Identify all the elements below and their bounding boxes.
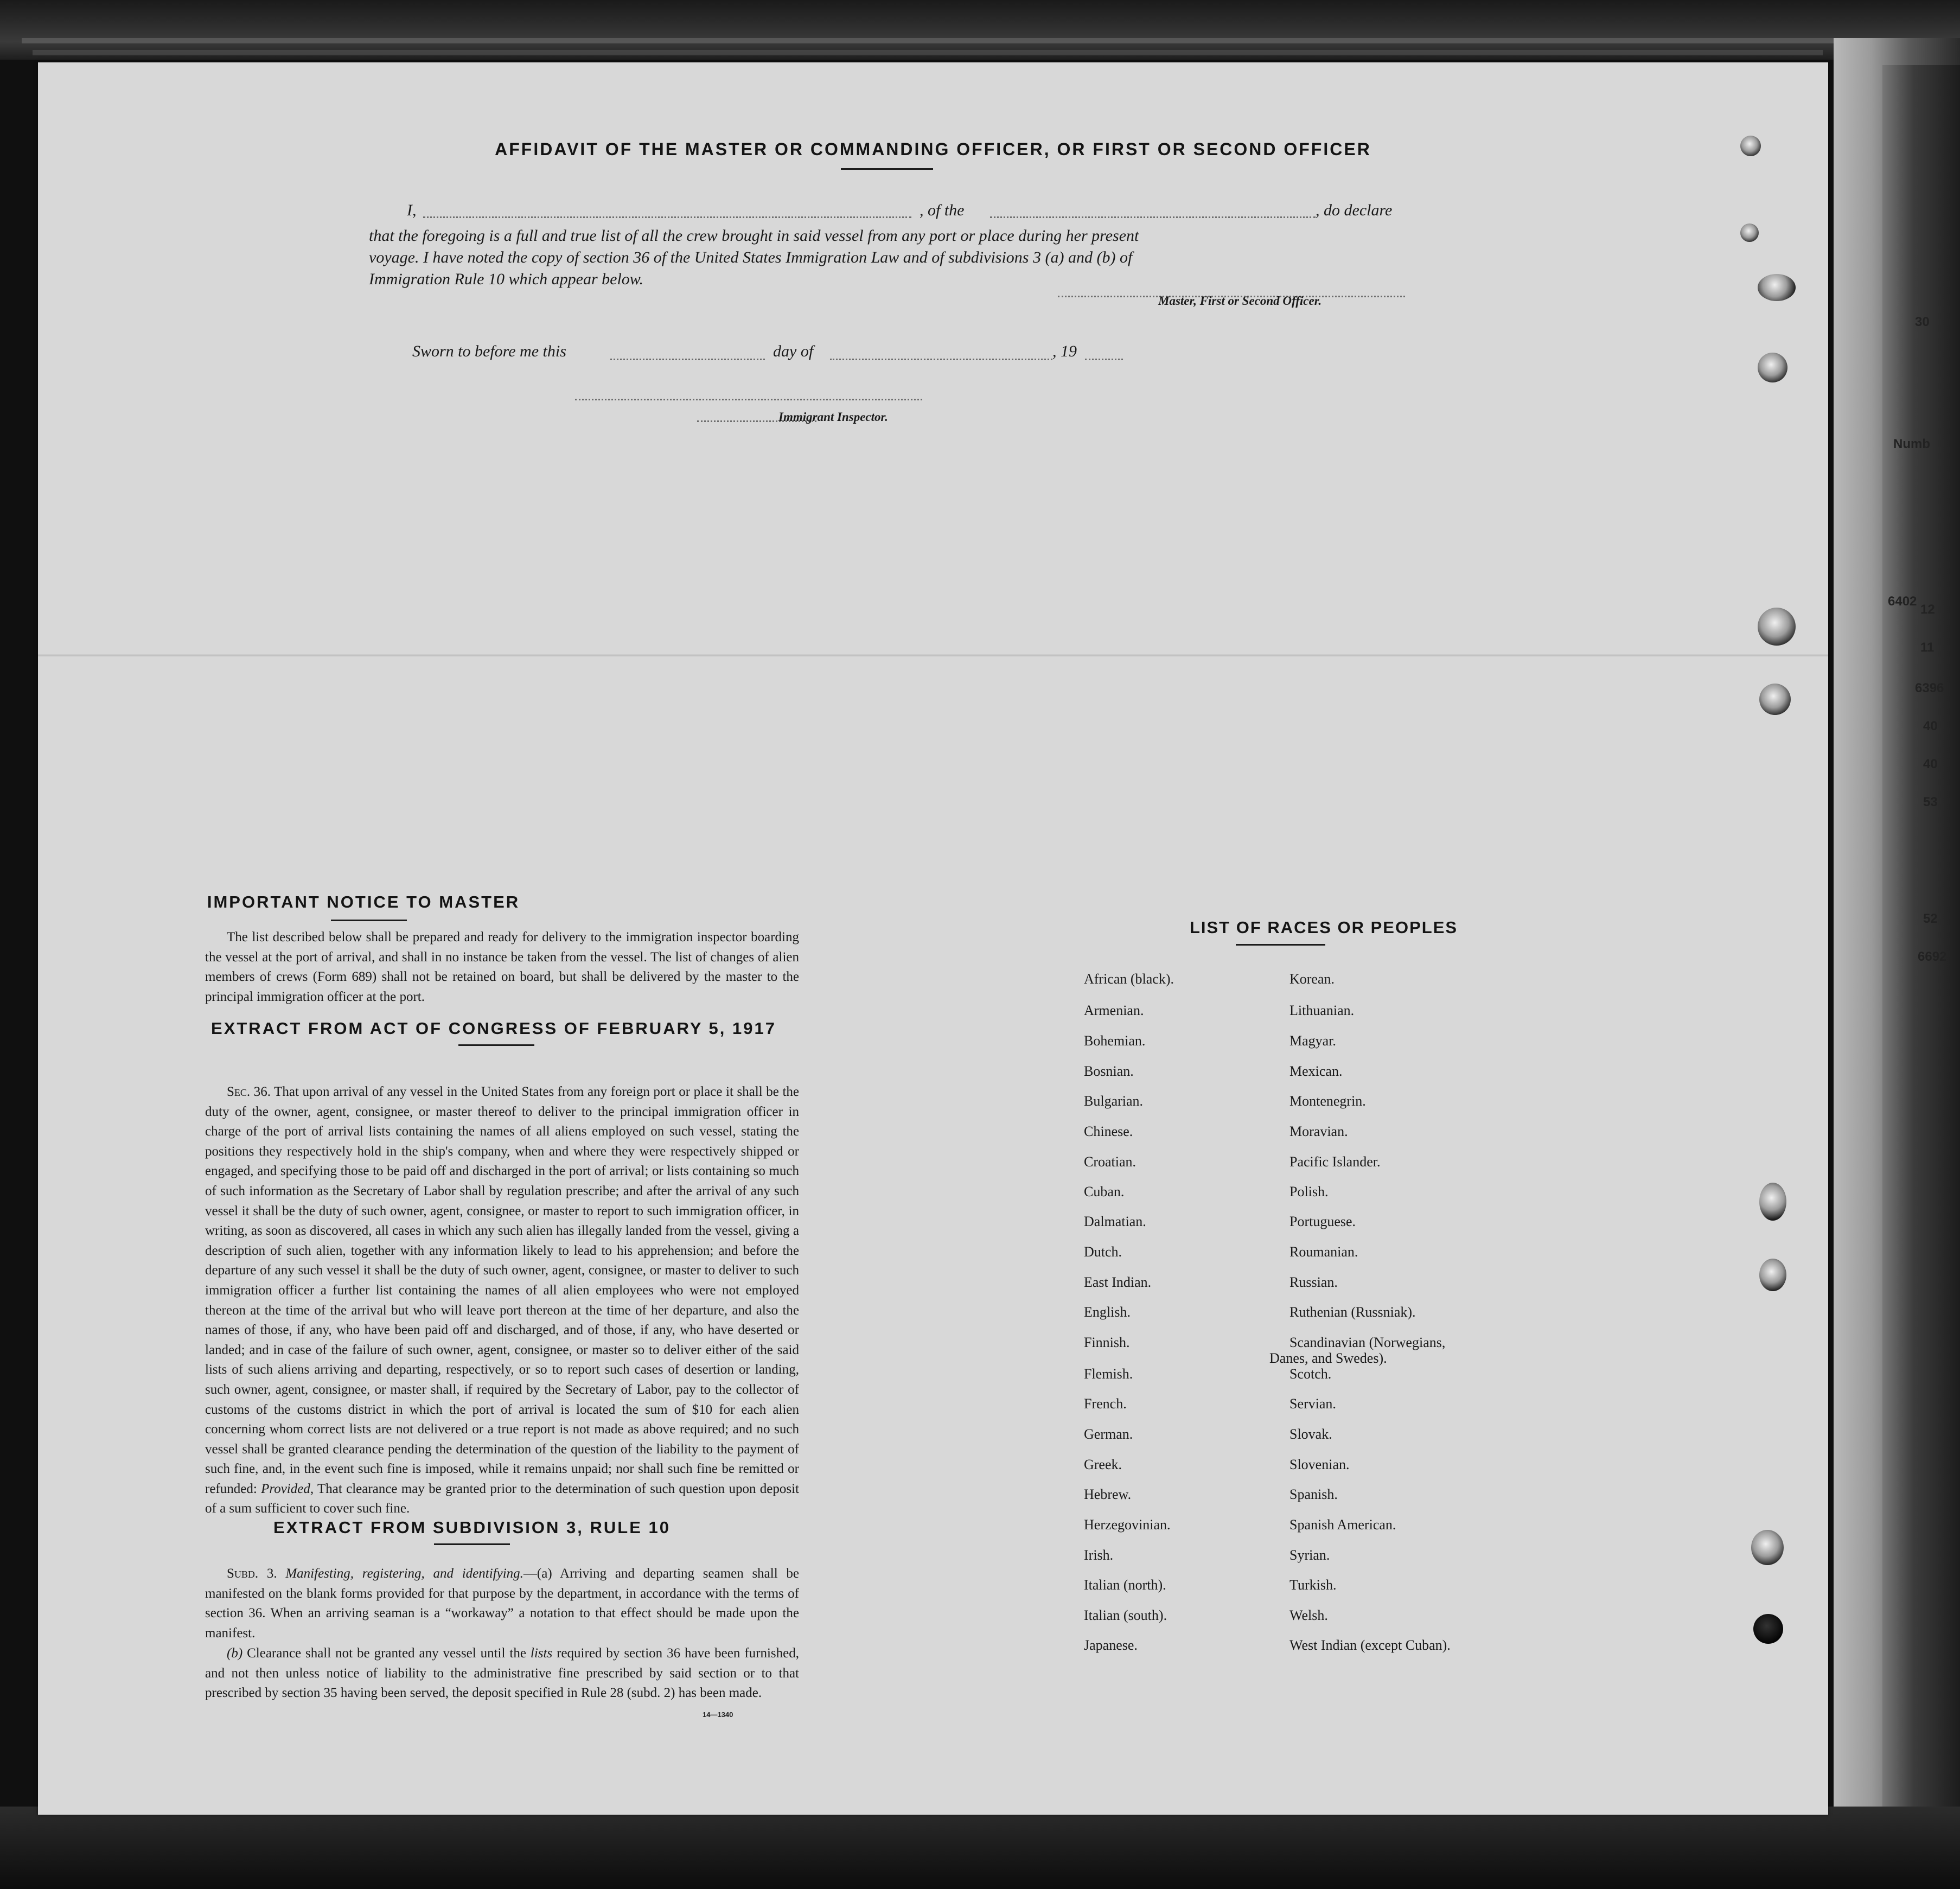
side-number: 52: [1923, 911, 1938, 926]
affidavit-title: AFFIDAVIT OF THE MASTER OR COMMANDING OFFICER, OR FIRST OR SECOND OFFICER: [495, 139, 1371, 159]
signature-label: Master, First or Second Officer.: [1158, 294, 1322, 308]
affidavit-of-the: , of the: [920, 201, 965, 219]
binder-hole: [1758, 608, 1796, 646]
side-number: Numb: [1893, 437, 1930, 451]
affidavit-line: that the foregoing is a full and true list of all the crew brought in said vessel from any port or place during her present: [369, 227, 1139, 245]
inspector-label: Immigrant Inspector.: [778, 410, 888, 424]
race-item: Mexican.: [1289, 1063, 1343, 1079]
race-item: Flemish.: [1084, 1366, 1133, 1382]
rule-subd-label: Subd. 3.: [227, 1566, 277, 1581]
race-item: Scotch.: [1289, 1366, 1332, 1382]
binder-hole: [1758, 353, 1787, 382]
race-item: Slovenian.: [1289, 1457, 1350, 1472]
race-item: Servian.: [1289, 1396, 1336, 1412]
rule-b-text-1: Clearance shall not be granted any vessel until the: [247, 1646, 526, 1661]
sworn-year-field[interactable]: [1085, 359, 1123, 360]
binder-hole: [1759, 1183, 1786, 1221]
binder-hole: [1751, 1530, 1784, 1565]
race-item: German.: [1084, 1426, 1133, 1442]
race-item: English.: [1084, 1304, 1131, 1320]
race-item: Turkish.: [1289, 1577, 1337, 1593]
side-number: 6692: [1918, 949, 1947, 964]
side-number: 12: [1920, 602, 1935, 617]
races-title: LIST OF RACES OR PEOPLES: [1189, 918, 1458, 937]
race-item: Armenian.: [1084, 1003, 1144, 1018]
race-item: Bohemian.: [1084, 1033, 1146, 1049]
rule-a-label: —(a): [523, 1566, 552, 1581]
side-number: 11: [1920, 640, 1935, 655]
race-item: Pacific Islander.: [1289, 1154, 1381, 1170]
race-item: Portuguese.: [1289, 1214, 1356, 1229]
binder-hole: [1758, 274, 1796, 301]
race-item: Polish.: [1289, 1184, 1329, 1199]
page-edge-strip: [33, 50, 1823, 55]
inspector-signature-field[interactable]: [575, 399, 922, 400]
race-item: Slovak.: [1289, 1426, 1332, 1442]
affidavit-body: [369, 225, 1427, 290]
race-item: Russian.: [1289, 1274, 1338, 1290]
notice-body: The list described below shall be prepared and ready for delivery to the immigration inspector boarding the vessel at the port of arrival, and shall in no instance be taken from the vessel. The list of changes of alien members of crews (Form 689) shall not be retained on board, but shall be delivered by the master to the principal immigration officer at the port.: [205, 930, 799, 1004]
binder-hole: [1740, 136, 1761, 156]
affidavit-line: Immigration Rule 10 which appear below.: [369, 270, 644, 288]
sworn-label: Sworn to before me this: [412, 342, 566, 360]
race-item: Montenegrin.: [1289, 1093, 1366, 1109]
act-section-end: That clearance may be granted prior to the determination of such question upon deposit of a sum sufficient to cover such fine.: [205, 1481, 799, 1516]
race-item: Magyar.: [1289, 1033, 1336, 1049]
page-edge-strip: [22, 38, 1855, 43]
race-item: French.: [1084, 1396, 1127, 1412]
side-number: 6402: [1888, 594, 1917, 609]
side-number: 6396: [1915, 681, 1944, 695]
race-item: Lithuanian.: [1289, 1003, 1355, 1018]
race-item: Spanish American.: [1289, 1517, 1396, 1533]
act-title: EXTRACT FROM ACT OF CONGRESS OF FEBRUARY 5, 1917: [211, 1019, 776, 1038]
race-item: Finnish.: [1084, 1335, 1130, 1350]
act-provided: Provided,: [261, 1481, 314, 1496]
race-item: West Indian (except Cuban).: [1289, 1637, 1451, 1653]
race-item: Irish.: [1084, 1547, 1114, 1563]
race-item: East Indian.: [1084, 1274, 1152, 1290]
side-number: 40: [1923, 757, 1938, 771]
race-item: Welsh.: [1289, 1607, 1328, 1623]
race-item: Roumanian.: [1289, 1244, 1358, 1260]
race-item: Scandinavian (Norwegians,: [1289, 1335, 1446, 1350]
act-rule: [458, 1044, 534, 1046]
vessel-field[interactable]: [990, 216, 1316, 218]
affidavit-i: I,: [407, 201, 417, 219]
race-item: Japanese.: [1084, 1637, 1138, 1653]
race-item: Ruthenian (Russniak).: [1289, 1304, 1416, 1320]
document-page: [38, 62, 1828, 1815]
race-item: Spanish.: [1289, 1486, 1338, 1502]
race-item: Dalmatian.: [1084, 1214, 1146, 1229]
race-item: Cuban.: [1084, 1184, 1125, 1199]
race-item: Moravian.: [1289, 1124, 1348, 1139]
race-item: Bosnian.: [1084, 1063, 1134, 1079]
year-label: , 19: [1052, 342, 1077, 360]
side-number: 30: [1915, 315, 1930, 329]
act-section-text: 36. That upon arrival of any vessel in the United States from any foreign port or place it shall be the duty of the owner, agent, consignee, or master thereof to deliver to the principal immigration officer in charge of the port of arrival lists containing the names of all aliens employed on such vessel, stating the positions they respectively hold in the ship's company, when and where they were respectively shipped or engaged, and specifying those to be paid off and discharged in the port of arrival; or lists containing so much of such information as the Secretary of Labor shall by regulation prescribe; and after the arrival of any such vessel it shall be the duty of such owner, agent, consignee, or master to report to such immigration officer, in writing, as soon as discovered, all cases in which any such alien has illegally landed from the vessel, giving a description of such alien, together with any information likely to lead to his apprehension; and before the departure of any such vessel it shall be the duty of such owner, agent, consignee, or master to deliver to such immigration officer a further list containing the names of all alien employees who were not employed thereon at the time of the arrival but who will leave port thereon at the time of her departure, and also the names of those, if any, who have been paid off and discharged, and of those, if any, who have deserted or landed; and in case of the failure of such owner, agent, consignee, or master so to deliver either of the said lists of such aliens arriving and departing, respectively, or so to report such cases of desertion or landing, such owner, agent, consignee, or master shall, if required by the Secretary of Labor, pay to the collector of customs of the customs district in which the port of arrival is located the sum of $10 for each alien concerning whom correct lists are not delivered or a true report is not made as above required; and no such vessel shall be granted clearance pending the determination of the question of the liability to the payment of such fine, and, in the event such fine is imposed, while it remains unpaid; nor shall such fine be remitted or refunded:: [205, 1084, 800, 1496]
title-rule: [841, 168, 933, 170]
binder-hole: [1740, 224, 1759, 242]
side-number: 40: [1923, 719, 1938, 733]
race-item: Korean.: [1289, 971, 1335, 987]
rule-title: EXTRACT FROM SUBDIVISION 3, RULE 10: [273, 1518, 671, 1537]
side-number: 53: [1923, 795, 1938, 809]
day-of-label: day of: [773, 342, 814, 360]
sworn-month-field[interactable]: [830, 359, 1052, 360]
rule-subd-b: [205, 1644, 799, 1703]
binder-hole: [1759, 1259, 1786, 1291]
race-item: Greek.: [1084, 1457, 1122, 1472]
sworn-day-field[interactable]: [610, 359, 765, 360]
race-item: Danes, and Swedes).: [1269, 1350, 1387, 1366]
races-rule: [1236, 944, 1325, 946]
rule-subd-heading: Manifesting, registering, and identifying.: [285, 1566, 523, 1581]
rule-b-label: (b): [227, 1646, 243, 1661]
rule-b-text-2: required by section 36 have been furnished, and not then unless notice of liability to the administrative fine prescribed by said section or to that prescribed by section 35 having been served, the deposit specified in Rule 28 (subd. 2) has been made.: [205, 1646, 799, 1701]
notice-rule: [331, 920, 407, 921]
notice-title: IMPORTANT NOTICE TO MASTER: [207, 892, 520, 911]
race-item: Italian (south).: [1084, 1607, 1167, 1623]
race-item: Bulgarian.: [1084, 1093, 1144, 1109]
race-item: African (black).: [1084, 971, 1174, 987]
rule-title-rule: [434, 1543, 510, 1545]
bottom-edge: [0, 1807, 1960, 1889]
act-section-label: Sec.: [227, 1084, 251, 1099]
binder-hole: [1759, 684, 1791, 715]
race-item: Hebrew.: [1084, 1486, 1132, 1502]
affidavit-line: voyage. I have noted the copy of section 36 of the United States Immigration Law and of subdivisions 3 (a) and (b) of: [369, 248, 1133, 266]
name-field[interactable]: [423, 216, 911, 218]
race-item: Syrian.: [1289, 1547, 1330, 1563]
rule-subd-a: [205, 1564, 799, 1643]
race-item: Dutch.: [1084, 1244, 1122, 1260]
race-item: Chinese.: [1084, 1124, 1133, 1139]
race-item: Italian (north).: [1084, 1577, 1166, 1593]
race-item: Herzegovinian.: [1084, 1517, 1171, 1533]
race-item: Croatian.: [1084, 1154, 1137, 1170]
form-number: 14—1340: [703, 1711, 733, 1719]
affidavit-do-declare: , do declare: [1316, 201, 1393, 219]
binder-hole: [1753, 1614, 1783, 1644]
rule-b-lists: lists: [530, 1646, 553, 1661]
rule-a-text: Arriving and departing seamen shall be manifested on the blank forms provided for that purpose by the department, in accordance with the terms of section 36. When an arriving seaman is a “workaway” a notation to that effect should be made upon the manifest.: [205, 1566, 799, 1641]
act-body: [205, 1082, 799, 1519]
